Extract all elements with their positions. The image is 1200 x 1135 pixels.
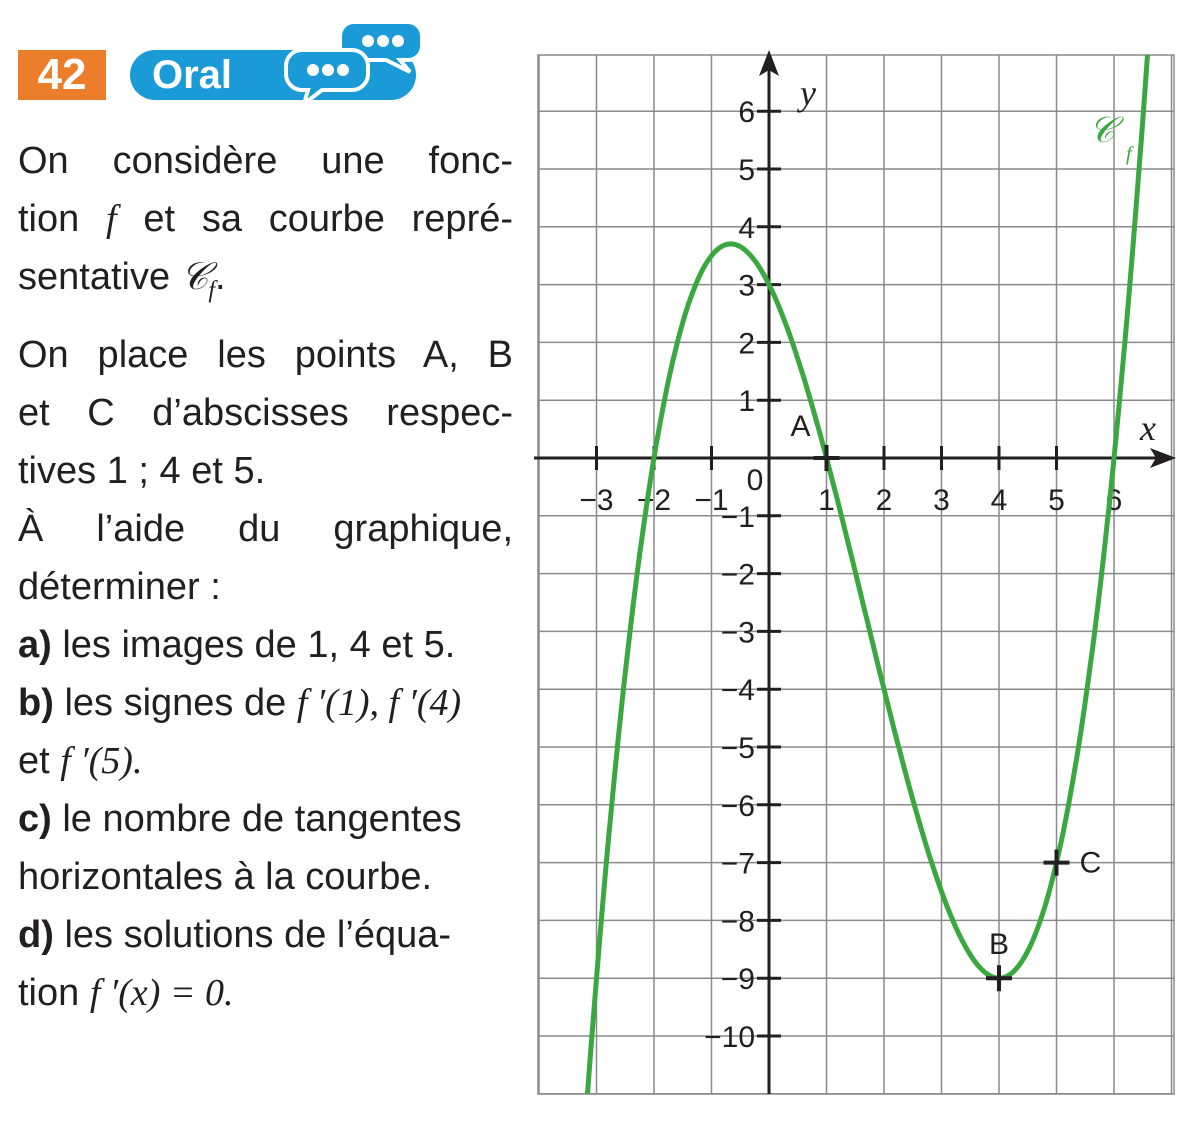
y-tick-label: 6 bbox=[738, 96, 755, 130]
statement-line: À l’aide du graphique, bbox=[18, 508, 513, 550]
y-tick-label: −6 bbox=[720, 789, 755, 823]
x-tick-label: −1 bbox=[694, 484, 729, 517]
y-tick-label: 5 bbox=[738, 154, 755, 187]
question-a: a) les images de 1, 4 et 5. bbox=[18, 624, 456, 666]
question-d: d) les solutions de l’équa- bbox=[18, 914, 452, 956]
point-label-a: A bbox=[790, 410, 811, 443]
curve-label: 𝒞 bbox=[1088, 110, 1116, 151]
y-tick-label: 4 bbox=[738, 211, 755, 245]
y-tick-label: −7 bbox=[720, 847, 755, 881]
y-tick-label: −2 bbox=[720, 558, 755, 592]
statement-line: sentative 𝒞$_f$. bbox=[18, 256, 226, 304]
x-tick-label: 4 bbox=[990, 484, 1008, 517]
x-tick-label: −3 bbox=[579, 484, 614, 517]
oral-label: Oral bbox=[152, 53, 233, 97]
statement-line: tion f et sa courbe repré- bbox=[18, 198, 514, 240]
y-tick-label: −3 bbox=[720, 616, 755, 650]
y-tick-label: −5 bbox=[720, 732, 755, 765]
y-tick-label: −1 bbox=[720, 500, 755, 534]
y-tick-label: 3 bbox=[738, 269, 755, 303]
y-tick-label: 1 bbox=[738, 385, 755, 419]
statement-line: On considère une fonc- bbox=[18, 140, 513, 182]
x-tick-label: 0 bbox=[746, 464, 764, 497]
statement-line: et C d’abscisses respec- bbox=[18, 392, 513, 434]
y-tick-label: −10 bbox=[704, 1021, 755, 1054]
statement-line: tives 1 ; 4 et 5. bbox=[18, 450, 266, 492]
x-tick-label: −2 bbox=[636, 484, 672, 517]
curve-cf bbox=[585, 41, 1149, 1129]
y-tick-label: −8 bbox=[720, 905, 755, 939]
x-tick-label: 2 bbox=[875, 484, 893, 517]
statement-line: déterminer : bbox=[18, 566, 221, 608]
x-tick-label: 1 bbox=[818, 484, 835, 517]
x-tick-label: 3 bbox=[933, 484, 950, 517]
y-tick-label: −9 bbox=[720, 963, 755, 997]
question-d-cont: tion f ′(x) = 0. bbox=[18, 972, 234, 1014]
x-tick-label: 5 bbox=[1048, 484, 1065, 517]
question-c: c) le nombre de tangentes bbox=[18, 798, 462, 840]
y-axis-label: y bbox=[800, 73, 816, 113]
x-axis-label: x bbox=[1140, 408, 1156, 448]
point-label-c: C bbox=[1079, 846, 1102, 880]
question-b: b) les signes de f ′(1), f ′(4) bbox=[18, 682, 462, 724]
statement-line: On place les points A, B bbox=[18, 334, 513, 376]
curve-symbol: 𝒞 bbox=[180, 256, 209, 298]
question-c-cont: horizontales à la courbe. bbox=[18, 856, 433, 898]
question-b-cont: et f ′(5). bbox=[18, 740, 143, 782]
x-tick-label: 6 bbox=[1105, 484, 1123, 517]
point-label-b: B bbox=[988, 928, 1010, 962]
exercise-number: 42 bbox=[18, 50, 106, 100]
y-tick-label: 2 bbox=[738, 327, 755, 361]
curve-label-subscript: f bbox=[1126, 143, 1132, 165]
y-tick-label: −4 bbox=[720, 674, 755, 708]
function-name: f bbox=[106, 198, 117, 240]
